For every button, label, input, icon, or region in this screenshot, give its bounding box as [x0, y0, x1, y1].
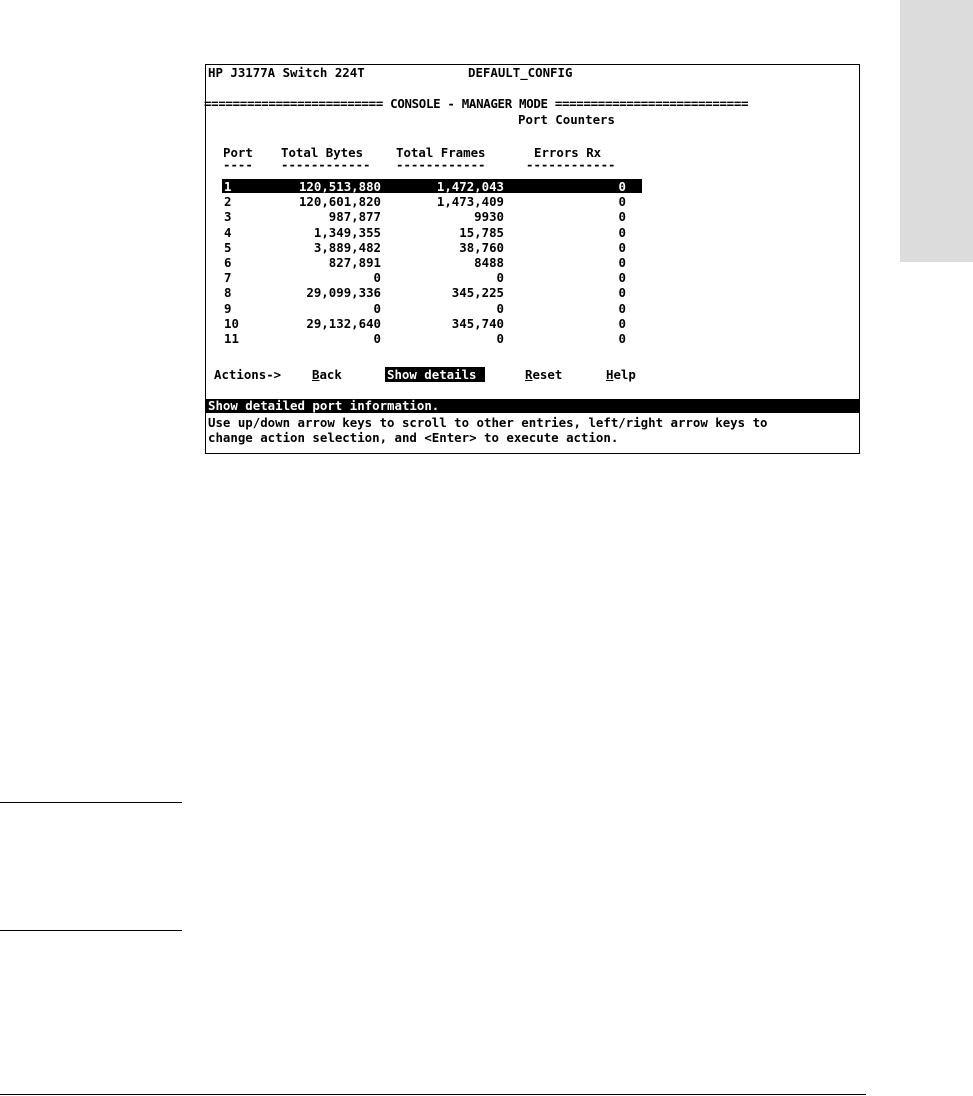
actions-label: Actions-> — [214, 367, 282, 382]
show-details-action[interactable]: Show details — [385, 367, 485, 382]
errors-rx-cell: 0 — [618, 285, 626, 301]
errors-rx-cell: 0 — [618, 194, 626, 210]
total-bytes-cell: 987,877 — [328, 209, 381, 225]
reset-label: eset — [532, 367, 563, 382]
port-cell: 2 — [224, 194, 232, 210]
errors-rx-cell: 0 — [618, 209, 626, 225]
margin-rule-top — [0, 802, 182, 803]
errors-rx-cell: 0 — [618, 270, 626, 286]
port-cell: 8 — [224, 285, 232, 301]
errors-rx-cell: 0 — [618, 239, 626, 255]
total-frames-cell: 15,785 — [459, 224, 504, 240]
reset-action[interactable] — [525, 367, 562, 382]
back-action[interactable] — [312, 367, 342, 382]
port-cell: 11 — [224, 331, 239, 346]
port-cell: 5 — [224, 239, 232, 255]
chapter-tab — [900, 0, 973, 262]
total-bytes-cell: 29,099,336 — [306, 285, 381, 301]
total-bytes-cell: 120,601,820 — [298, 194, 381, 210]
total-bytes-cell: 120,513,880 — [298, 179, 381, 194]
help-action[interactable] — [606, 367, 636, 382]
device-name: HP J3177A Switch 224T — [208, 65, 365, 80]
help-hotkey: H — [606, 367, 614, 382]
table-row[interactable] — [222, 209, 642, 223]
table-row[interactable] — [222, 225, 642, 239]
header-total-frames: Total Frames — [396, 145, 486, 160]
errors-rx-cell: 0 — [618, 300, 626, 316]
total-frames-cell: 345,225 — [451, 285, 504, 301]
total-frames-cell: 0 — [496, 300, 504, 316]
page-title: Port Counters — [518, 112, 615, 127]
total-bytes-cell: 1,349,355 — [313, 224, 381, 240]
table-row[interactable] — [222, 179, 642, 193]
errors-rx-cell: 0 — [618, 224, 626, 240]
total-frames-cell: 1,473,409 — [436, 194, 504, 210]
table-row[interactable] — [222, 194, 642, 208]
errors-rx-cell: 0 — [618, 179, 626, 194]
table-row[interactable] — [222, 285, 642, 299]
total-frames-cell: 345,740 — [451, 315, 504, 331]
port-cell: 6 — [224, 255, 232, 270]
status-message-bar — [206, 399, 859, 413]
mode-banner: ========================= CONSOLE - MANAGER MODE =========================== — [204, 96, 749, 111]
table-row[interactable] — [222, 316, 642, 330]
config-name: DEFAULT_CONFIG — [468, 65, 573, 80]
footer-rule — [0, 1094, 866, 1095]
total-bytes-cell: 3,889,482 — [313, 239, 381, 255]
margin-rule-bottom — [0, 930, 182, 931]
total-frames-cell: 1,472,043 — [436, 179, 504, 194]
total-bytes-cell: 0 — [373, 331, 381, 346]
back-label: ack — [319, 367, 342, 382]
errors-rx-cell: 0 — [618, 331, 626, 346]
total-frames-cell: 0 — [496, 331, 504, 346]
errors-rx-cell: 0 — [618, 255, 626, 270]
port-cell: 9 — [224, 300, 232, 316]
back-hotkey: B — [312, 367, 320, 382]
total-bytes-cell: 0 — [373, 270, 381, 286]
header-port: Port — [223, 145, 253, 160]
table-row[interactable] — [222, 255, 642, 269]
total-frames-cell: 0 — [496, 270, 504, 286]
port-cell: 10 — [224, 315, 239, 331]
table-row[interactable] — [222, 331, 642, 345]
table-row[interactable] — [222, 301, 642, 315]
status-message: Show detailed port information. — [208, 398, 440, 413]
errors-rx-cell: 0 — [618, 315, 626, 331]
table-row[interactable] — [222, 270, 642, 284]
port-cell: 1 — [224, 179, 232, 194]
port-cell: 7 — [224, 270, 232, 286]
total-bytes-cell: 827,891 — [328, 255, 381, 270]
total-frames-cell: 8488 — [474, 255, 504, 270]
port-cell: 4 — [224, 224, 232, 240]
help-line-1: Use up/down arrow keys to scroll to other entries, left/right arrow keys to — [208, 415, 768, 430]
help-line-2: change action selection, and <Enter> to execute action. — [208, 430, 619, 445]
port-cell: 3 — [224, 209, 232, 225]
underline-errors: ------------ — [526, 157, 616, 172]
help-label: elp — [613, 367, 636, 382]
header-errors-rx: Errors Rx — [534, 145, 602, 160]
header-total-bytes: Total Bytes — [281, 145, 364, 160]
total-bytes-cell: 0 — [373, 300, 381, 316]
underline-port: ---- — [223, 157, 253, 172]
underline-bytes: ------------ — [281, 157, 371, 172]
total-frames-cell: 38,760 — [459, 239, 504, 255]
total-bytes-cell: 29,132,640 — [306, 315, 381, 331]
table-row[interactable] — [222, 240, 642, 254]
total-frames-cell: 9930 — [474, 209, 504, 225]
reset-hotkey: R — [525, 367, 533, 382]
underline-frames: ------------ — [396, 157, 486, 172]
terminal-screen — [205, 64, 860, 454]
